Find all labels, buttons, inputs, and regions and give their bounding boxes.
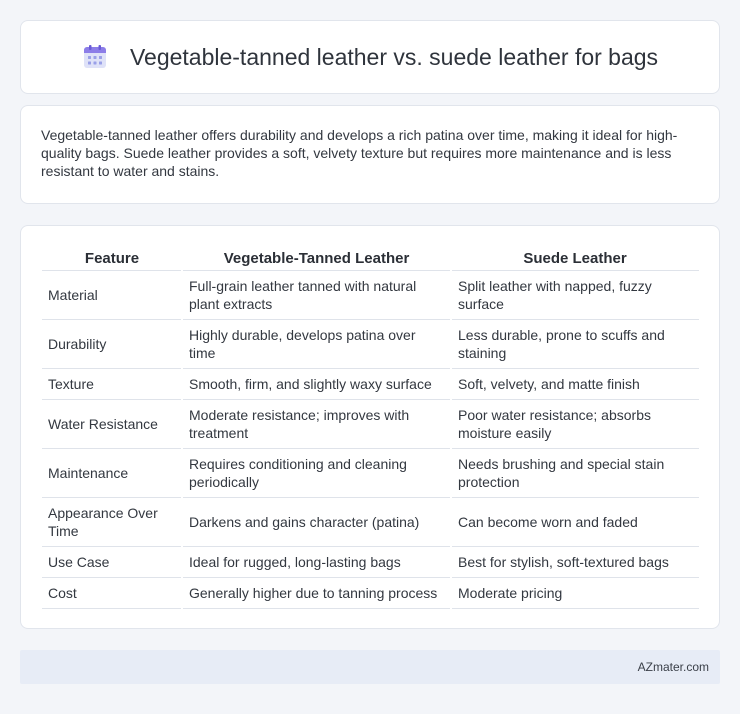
table-cell: Highly durable, develops patina over time	[182, 319, 451, 368]
summary-card	[20, 105, 720, 204]
table-header-row	[42, 246, 699, 270]
table-row	[42, 368, 699, 399]
table-cell: Poor water resistance; absorbs moisture easily	[451, 399, 699, 448]
table-cell: Needs brushing and special stain protection	[451, 448, 699, 497]
table-cell: Texture	[42, 368, 182, 399]
table-cell: Moderate resistance; improves with treatment	[182, 399, 451, 448]
table-cell: Cost	[42, 577, 182, 608]
column-header-feature: Feature	[84, 250, 140, 268]
page-title: Vegetable-tanned leather vs. suede leather for bags	[129, 43, 659, 70]
calendar-icon	[82, 44, 108, 70]
table-cell: Best for stylish, soft-textured bags	[451, 546, 699, 577]
comparison-table	[42, 246, 699, 609]
table-cell: Darkens and gains character (patina)	[182, 497, 451, 546]
table-row	[42, 497, 699, 546]
table-cell: Smooth, firm, and slightly waxy surface	[182, 368, 451, 399]
table-cell: Requires conditioning and cleaning periodically	[182, 448, 451, 497]
table-cell: Maintenance	[42, 448, 182, 497]
table-cell: Material	[42, 270, 182, 319]
table-cell: Ideal for rugged, long-lasting bags	[182, 546, 451, 577]
table-row	[42, 270, 699, 319]
footer-bar	[20, 650, 720, 684]
table-row	[42, 399, 699, 448]
comparison-table-card	[20, 225, 720, 629]
summary-text: Vegetable-tanned leather offers durability and develops a rich patina over time, making it ideal for high-quality bags. Suede leather provides a soft, velvety texture but requires more maintenance and is less resistant to water and stains.	[41, 127, 678, 179]
table-cell: Appearance Over Time	[42, 497, 182, 546]
column-header-suede: Suede Leather	[523, 250, 627, 268]
table-cell: Full-grain leather tanned with natural plant extracts	[182, 270, 451, 319]
table-cell: Split leather with napped, fuzzy surface	[451, 270, 699, 319]
footer-brand: AZmater.com	[637, 660, 709, 674]
table-cell: Moderate pricing	[451, 577, 699, 608]
table-row	[42, 319, 699, 368]
column-header-vegetable-tanned: Vegetable-Tanned Leather	[223, 250, 410, 268]
table-row	[42, 577, 699, 608]
table-cell: Durability	[42, 319, 182, 368]
title-card	[20, 20, 720, 94]
table-cell: Soft, velvety, and matte finish	[451, 368, 699, 399]
table-cell: Less durable, prone to scuffs and staining	[451, 319, 699, 368]
table-cell: Water Resistance	[42, 399, 182, 448]
table-row	[42, 448, 699, 497]
table-cell: Generally higher due to tanning process	[182, 577, 451, 608]
table-cell: Can become worn and faded	[451, 497, 699, 546]
table-row	[42, 546, 699, 577]
table-cell: Use Case	[42, 546, 182, 577]
